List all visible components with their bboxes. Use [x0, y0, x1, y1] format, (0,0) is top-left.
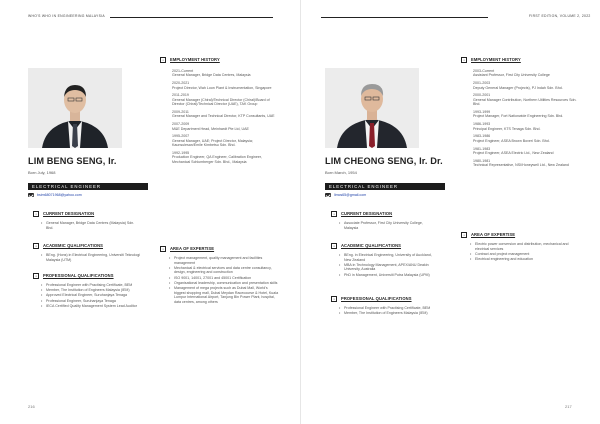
section-heading: EMPLOYMENT HISTORY [170, 57, 220, 63]
employment-period: 2007-2009 [172, 122, 190, 127]
list-item: • Management of mega projects such as Dubai Mall, World's biggest shopping mall, Dubai Meydan Racecourse & Hotel, Kuala Lumpur International Airport, Tanjung Bin Power Plant, hospital, data centres, among others [168, 286, 280, 304]
list-item: • Professional Engineer with Practising Certificate, BEM [338, 306, 438, 311]
employment-period: 2003-Current [473, 69, 495, 73]
list-item: • Electric power conversion and distribution, mechanical and electrical services [469, 242, 581, 251]
bullet-square-icon: ▪ [461, 232, 467, 238]
profession-title-bar: ELECTRICAL ENGINEER [325, 183, 445, 190]
header-rule [110, 17, 273, 18]
employment-history-list [172, 69, 280, 168]
bullet-square-icon: ▪ [160, 57, 166, 63]
list-item: • Professional Engineer, Suruhanjaya Tenaga [40, 299, 140, 304]
employment-role: Technical Representative, NSI/Honeywell Ltd., New Zealand [473, 163, 569, 168]
employment-period: 1983-1986 [473, 134, 491, 139]
employment-entry [473, 69, 581, 78]
employment-period: 2021-Current [172, 69, 194, 73]
list-item: • Organisational leadership, communication and presentation skills [168, 281, 280, 286]
employment-role: Project Director, Wah Loon Plant & Instrumentation, Singapore [172, 85, 272, 90]
employment-role: M&E Department Head, Meinhardt Pte Ltd, UAE [172, 126, 249, 131]
employment-period: 1981-1983 [473, 146, 491, 151]
page-number: 217 [565, 404, 572, 409]
employment-role: Deputy General Manager (Projects), PJ Indah Sdn. Bhd. [473, 85, 563, 90]
employment-entry [473, 110, 581, 119]
running-header: FIRST EDITION, VOLUME 2, 2022 [529, 14, 591, 18]
professional-qualifications-list [338, 306, 438, 316]
employment-role: Principal Engineer, KTS Tenaga Sdn. Bhd. [473, 126, 541, 131]
employment-role: Production Engineer, QA Engineer, Calibration Engineer, Mechanical Schlumberger Sdn. Bhd., Malaysia [172, 155, 262, 164]
bullet-square-icon: ▪ [33, 243, 39, 249]
list-item: • MBA in Technology Management, APEX/ANU Deakin University, Australia [338, 263, 438, 272]
list-item: • General Manager, Bridge Data Centres (Malaysia) Sdn. Bhd. [40, 221, 140, 230]
employment-role: General Manager Contribution, Northern Utilities Resources Sdn. Bhd. [473, 97, 577, 107]
list-item: • Member, The Institution of Engineers Malaysia (IEM) [338, 311, 438, 316]
list-item: • Member, The Institution of Engineers Malaysia (IEM) [40, 288, 140, 293]
employment-period: 2001-2003 [473, 81, 491, 86]
list-item: • BEng. (Hons) in Electrical Engineering, Universiti Teknologi Malaysia (UTM) [40, 253, 140, 262]
list-item: • ISO 9001, 14001, 27001 and 45001 Certification [168, 276, 280, 281]
list-item: • Approved Electrical Engineer, Suruhanjaya Tenaga [40, 293, 140, 298]
academic-qualifications-list [40, 253, 140, 263]
employment-history-list [473, 69, 581, 171]
list-item: • IECA Certified Quality Management System Lead Auditor [40, 304, 140, 309]
portrait-image [325, 68, 419, 148]
section-heading: CURRENT DESIGNATION [341, 211, 393, 217]
birth-date: Born March, 1954 [325, 170, 357, 175]
employment-entry [172, 69, 280, 78]
section-heading: ACADEMIC QUALIFICATIONS [341, 243, 401, 249]
employment-entry [473, 81, 581, 90]
employment-role: General Manager, Bridge Data Centres, Malaysia [172, 73, 251, 78]
employment-entry [473, 122, 581, 131]
section-heading: CURRENT DESIGNATION [43, 211, 95, 217]
employment-role: Project Manager, Fort Nationwide Engineering Sdn. Bhd. [473, 114, 564, 119]
employment-entry [172, 122, 280, 131]
employment-role: Project Engineer, ASEA Brown Boveri Sdn. Bhd. [473, 138, 550, 143]
professional-qualifications-list [40, 283, 140, 309]
employment-entry [172, 93, 280, 106]
employment-role: General Manager, UAE; Project Director, Malaysia; Kaunsulesan/Emile Kimbetsu Sdn. Bhd. [172, 138, 253, 148]
page-number: 216 [28, 404, 35, 409]
academic-qualifications-list [338, 253, 438, 278]
employment-entry [172, 134, 280, 147]
employment-period: 1993-1999 [473, 110, 491, 115]
bullet-square-icon: ▪ [461, 57, 467, 63]
list-item: • PhD in Management, Universiti Putra Malaysia (UPM) [338, 273, 438, 278]
employment-entry [473, 147, 581, 156]
employment-period: 2011-2019 [172, 93, 189, 98]
bullet-square-icon: ▪ [331, 296, 337, 302]
profile-name: LIM CHEONG SENG, Ir. Dr. [325, 156, 443, 166]
section-heading: ACADEMIC QUALIFICATIONS [43, 243, 103, 249]
profession-title-bar: ELECTRICAL ENGINEER [28, 183, 148, 190]
area-of-expertise-list [469, 242, 581, 262]
right-page [300, 0, 600, 424]
section-heading: PROFESSIONAL QUALIFICATIONS [43, 273, 114, 279]
employment-role: General Manager and Technical Director, KTP Consultants, UAE [172, 114, 275, 119]
header-rule [321, 17, 488, 18]
list-item: • Mechanical & electrical services and data centre consultancy, design, engineering and construction [168, 266, 280, 275]
employment-entry [473, 159, 581, 168]
list-item: • Associate Professor, First City University College, Malaysia [338, 221, 438, 230]
current-designation-list [40, 221, 140, 231]
section-heading: AREA OF EXPERTISE [471, 232, 516, 238]
employment-period: 2020-2021 [172, 81, 190, 86]
current-designation-list [338, 221, 438, 231]
employment-entry [473, 93, 581, 106]
profile-name: LIM BENG SENG, Ir. [28, 156, 117, 166]
profile-photo [28, 68, 122, 148]
employment-period: 1995-2007 [172, 134, 190, 139]
employment-period: 2009-2011 [172, 110, 189, 115]
email-link[interactable]: limcs65@gmail.com [334, 192, 367, 197]
profile-photo [325, 68, 419, 148]
section-heading: EMPLOYMENT HISTORY [471, 57, 521, 63]
employment-role: General Manager (Chiral)/Technical Director (Chiral)/Board of Director (Chiral)/Technical Director (UAE), TAK Group [172, 97, 270, 107]
bullet-square-icon: ▪ [331, 211, 337, 217]
list-item: • Project management, quality management and facilities management [168, 256, 280, 265]
employment-period: 2000-2001 [473, 93, 491, 98]
running-header: WHO'S WHO IN ENGINEERING MALAYSIA [28, 14, 105, 18]
employment-role: Assistant Professor, First City University College [473, 73, 550, 78]
bullet-square-icon: ▪ [331, 243, 337, 249]
employment-period: 1980-1981 [473, 158, 491, 163]
bullet-square-icon: ▪ [33, 211, 39, 217]
birth-date: Born July, 1968 [28, 170, 56, 175]
employment-entry [172, 81, 280, 90]
employment-entry [172, 151, 280, 164]
envelope-icon [325, 193, 331, 197]
employment-period: 1986-1993 [473, 122, 491, 127]
employment-role: Project Engineer, ASEA Electric Ltd., New Zealand [473, 151, 554, 156]
section-heading: AREA OF EXPERTISE [170, 246, 215, 252]
bullet-square-icon: ▪ [160, 246, 166, 252]
section-heading: PROFESSIONAL QUALIFICATIONS [341, 296, 412, 302]
employment-entry [172, 110, 280, 119]
list-item: • Contract and project management [469, 252, 581, 257]
list-item: • BEng. in Electrical Engineering, University of Auckland, New Zealand [338, 253, 438, 262]
area-of-expertise-list [168, 256, 280, 305]
email-link[interactable]: bsim68071968@yahoo.com [37, 192, 82, 197]
list-item: • Professional Engineer with Practising Certificate, BEM [40, 283, 140, 288]
list-item: • Electrical engineering and education [469, 257, 581, 262]
employment-entry [473, 134, 581, 143]
portrait-image [28, 68, 122, 148]
envelope-icon [28, 193, 34, 197]
bullet-square-icon: ▪ [33, 273, 39, 279]
employment-period: 1992-1995 [172, 151, 190, 156]
